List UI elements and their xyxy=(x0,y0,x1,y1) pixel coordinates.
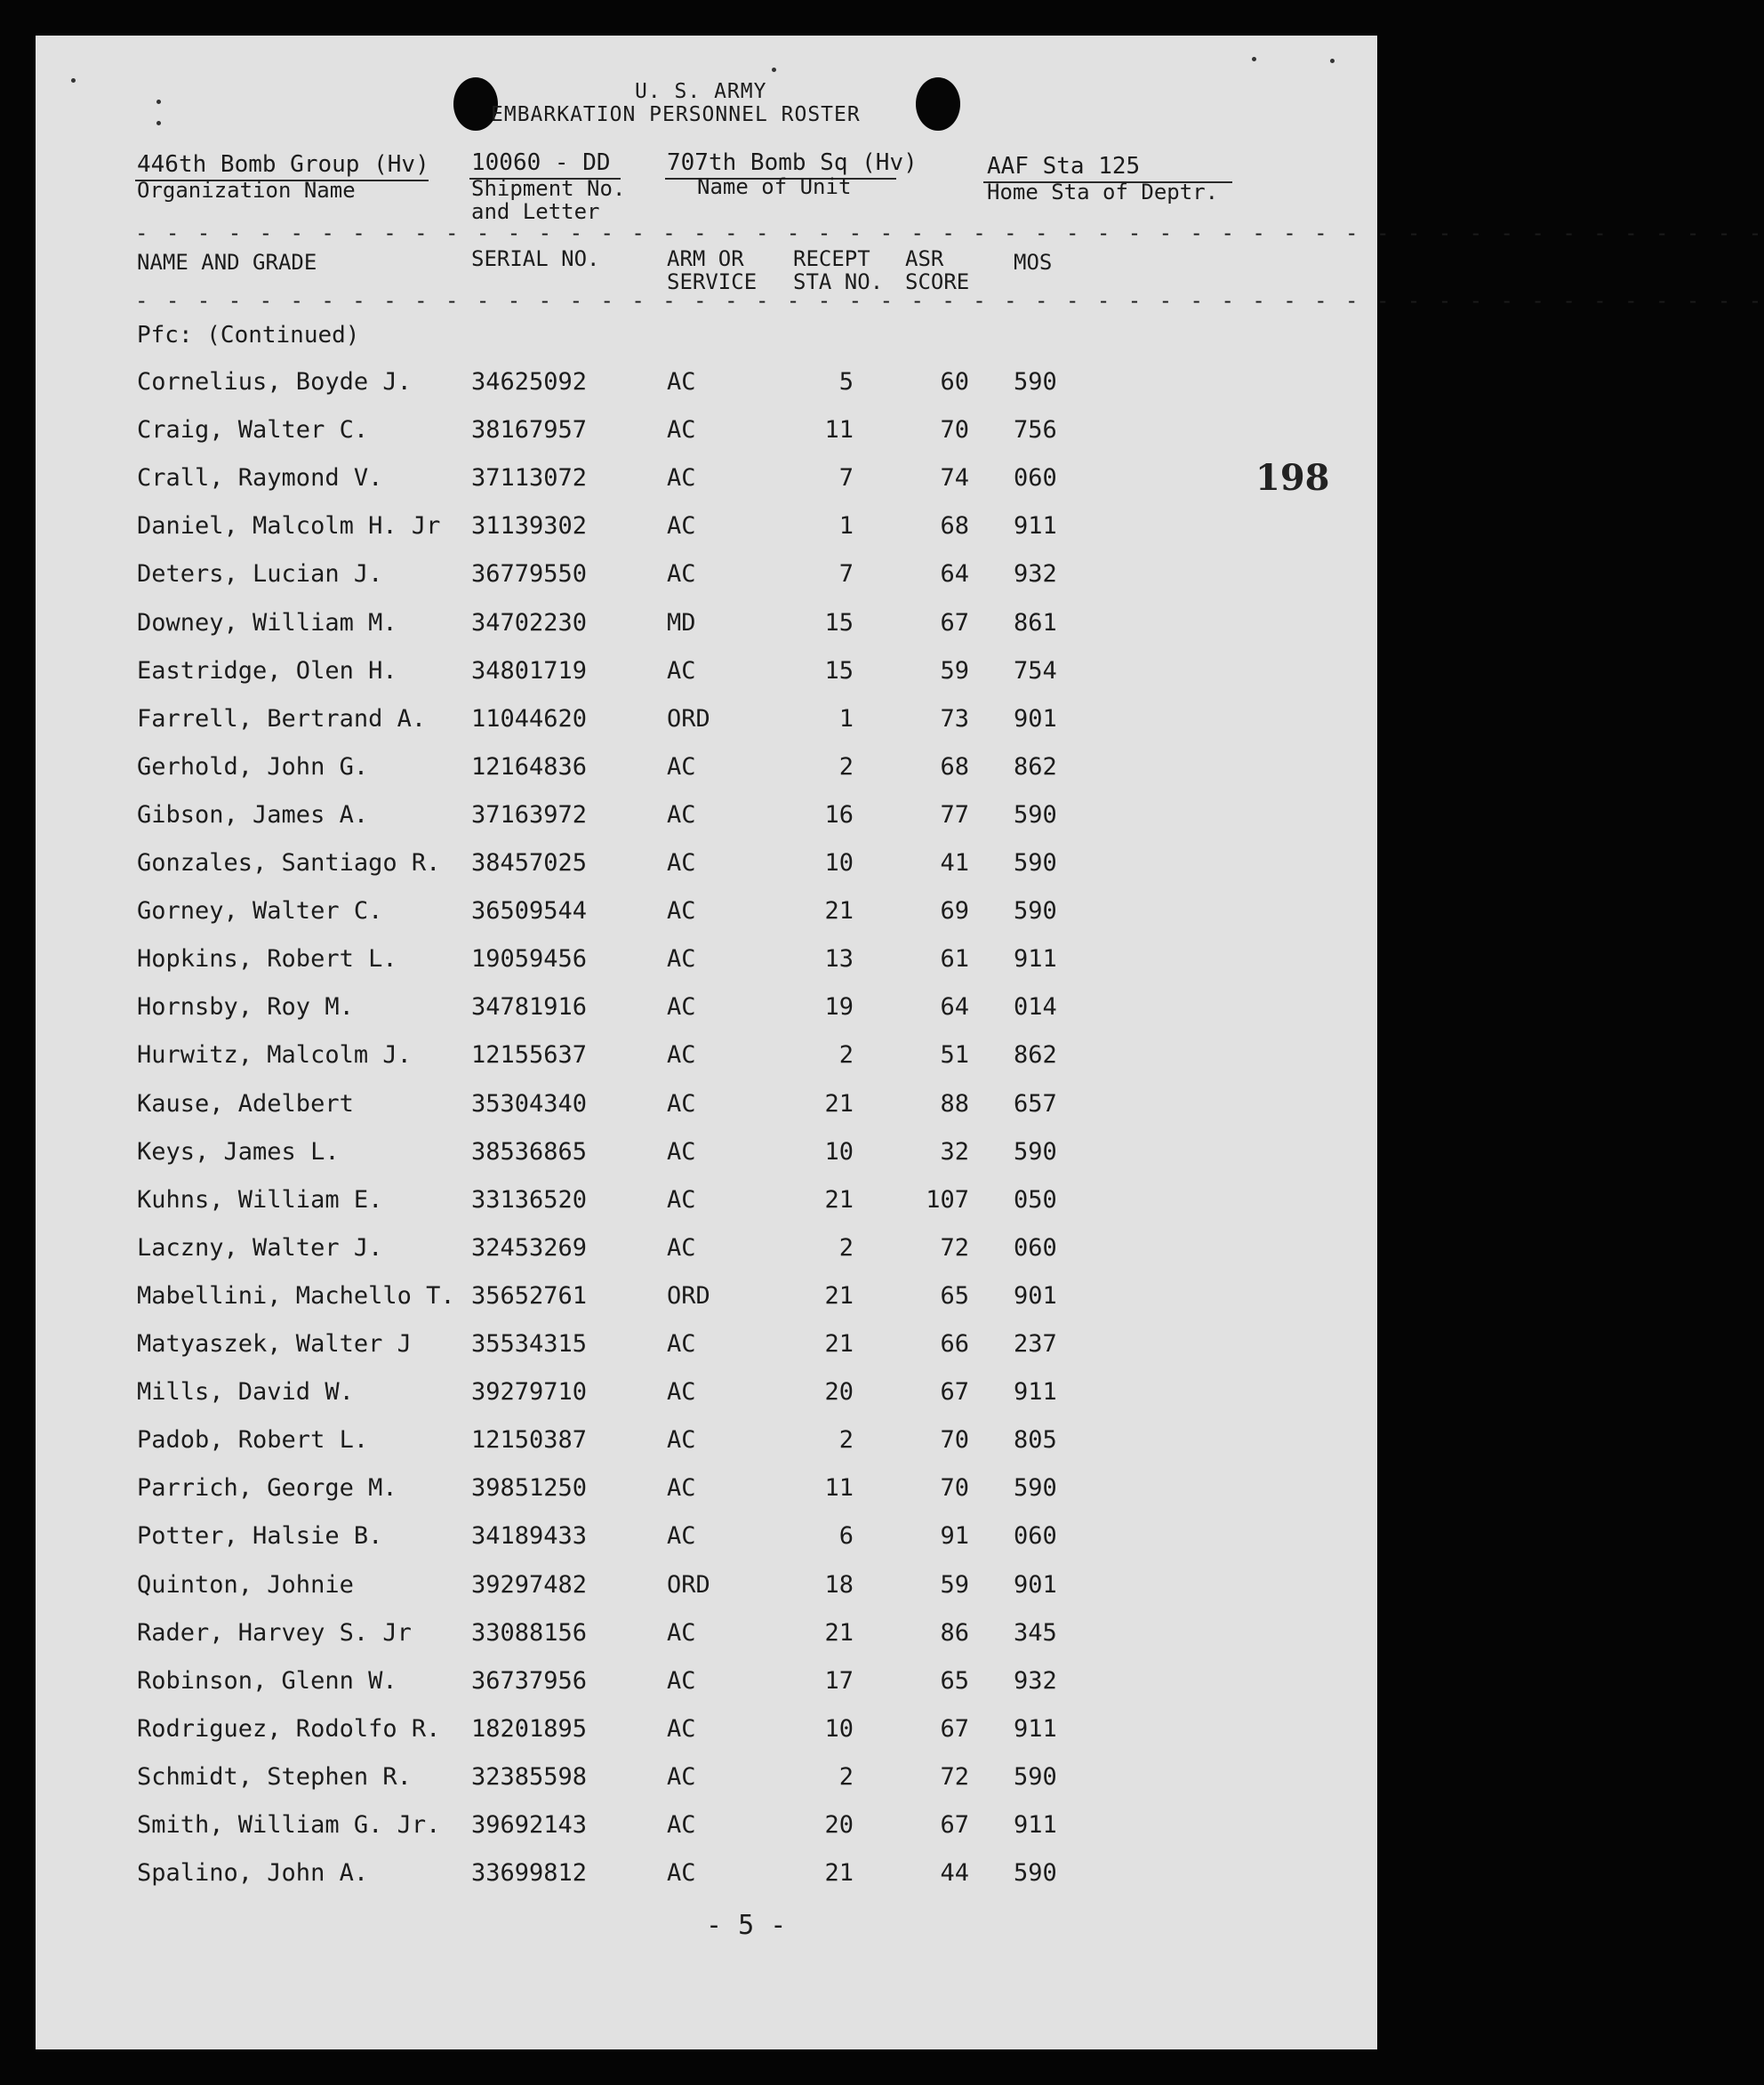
roster-mos: 901 xyxy=(1014,705,1057,733)
roster-serial-number: 12150387 xyxy=(471,1426,588,1454)
roster-name: Daniel, Malcolm H. Jr xyxy=(137,512,441,540)
roster-serial-number: 36779550 xyxy=(471,560,588,588)
roster-arm-service: AC xyxy=(667,1763,696,1791)
roster-mos: 805 xyxy=(1014,1426,1057,1454)
roster-asr-score: 41 xyxy=(940,849,969,877)
punch-hole-right xyxy=(916,77,960,131)
roster-recept-station: 15 xyxy=(824,657,854,685)
speck xyxy=(772,68,776,72)
column-header-asr: ASR xyxy=(905,246,944,271)
roster-recept-station: 21 xyxy=(824,1330,854,1358)
roster-asr-score: 72 xyxy=(940,1763,969,1791)
roster-asr-score: 72 xyxy=(940,1234,969,1262)
roster-serial-number: 34801719 xyxy=(471,657,588,685)
roster-serial-number: 18201895 xyxy=(471,1715,588,1743)
roster-mos: 590 xyxy=(1014,897,1057,925)
roster-arm-service: AC xyxy=(667,1090,696,1118)
home-station-value: AAF Sta 125 xyxy=(987,153,1141,180)
roster-asr-score: 51 xyxy=(940,1041,969,1069)
roster-name: Padob, Robert L. xyxy=(137,1426,369,1454)
roster-mos: 911 xyxy=(1014,512,1057,540)
roster-name: Hurwitz, Malcolm J. xyxy=(137,1041,412,1069)
table-row xyxy=(36,512,1377,548)
shipment-letter-label: and Letter xyxy=(471,199,600,224)
form-title-line2: EMBARKATION PERSONNEL ROSTER xyxy=(491,103,861,126)
table-row xyxy=(36,993,1377,1029)
roster-recept-station: 17 xyxy=(824,1667,854,1695)
roster-arm-service: AC xyxy=(667,1138,696,1166)
roster-serial-number: 35534315 xyxy=(471,1330,588,1358)
roster-name: Mabellini, Machello T. xyxy=(137,1282,455,1310)
roster-serial-number: 36509544 xyxy=(471,897,588,925)
roster-recept-station: 2 xyxy=(838,1763,854,1791)
roster-asr-score: 70 xyxy=(940,1474,969,1502)
roster-name: Kause, Adelbert xyxy=(137,1090,354,1118)
roster-arm-service: AC xyxy=(667,1522,696,1550)
roster-name: Smith, William G. Jr. xyxy=(137,1811,441,1839)
roster-recept-station: 7 xyxy=(838,560,854,588)
stamped-page-number: 198 xyxy=(1255,457,1330,499)
roster-name: Farrell, Bertrand A. xyxy=(137,705,427,733)
table-row xyxy=(36,1330,1377,1366)
roster-asr-score: 77 xyxy=(940,801,969,829)
roster-asr-score: 61 xyxy=(940,945,969,973)
column-header-serial: SERIAL NO. xyxy=(471,246,600,271)
table-row xyxy=(36,945,1377,981)
roster-arm-service: AC xyxy=(667,801,696,829)
roster-mos: 060 xyxy=(1014,1234,1057,1262)
roster-name: Parrich, George M. xyxy=(137,1474,397,1502)
roster-serial-number: 38457025 xyxy=(471,849,588,877)
roster-name: Downey, William M. xyxy=(137,609,397,637)
roster-mos: 911 xyxy=(1014,1715,1057,1743)
roster-name: Potter, Halsie B. xyxy=(137,1522,383,1550)
roster-serial-number: 33088156 xyxy=(471,1619,588,1647)
roster-name: Gorney, Walter C. xyxy=(137,897,383,925)
table-row xyxy=(36,1186,1377,1222)
roster-recept-station: 18 xyxy=(824,1571,854,1599)
speck xyxy=(1252,57,1256,61)
roster-asr-score: 73 xyxy=(940,705,969,733)
roster-asr-score: 67 xyxy=(940,1378,969,1406)
roster-mos: 590 xyxy=(1014,849,1057,877)
roster-recept-station: 21 xyxy=(824,1859,854,1887)
roster-serial-number: 19059456 xyxy=(471,945,588,973)
table-row xyxy=(36,1282,1377,1318)
table-row xyxy=(36,1378,1377,1414)
roster-recept-station: 21 xyxy=(824,1090,854,1118)
roster-arm-service: AC xyxy=(667,1186,696,1214)
speck xyxy=(156,121,161,125)
roster-name: Schmidt, Stephen R. xyxy=(137,1763,412,1791)
table-row xyxy=(36,416,1377,452)
roster-serial-number: 35304340 xyxy=(471,1090,588,1118)
roster-recept-station: 10 xyxy=(824,1138,854,1166)
form-title-line1: U. S. ARMY xyxy=(635,80,767,103)
roster-mos: 590 xyxy=(1014,1138,1057,1166)
roster-asr-score: 91 xyxy=(940,1522,969,1550)
table-row xyxy=(36,1090,1377,1126)
roster-asr-score: 44 xyxy=(940,1859,969,1887)
roster-asr-score: 68 xyxy=(940,512,969,540)
roster-asr-score: 59 xyxy=(940,1571,969,1599)
table-row xyxy=(36,1138,1377,1174)
page-number: - 5 - xyxy=(706,1910,787,1941)
roster-name: Deters, Lucian J. xyxy=(137,560,383,588)
organization-name-label: Organization Name xyxy=(137,178,356,203)
roster-asr-score: 59 xyxy=(940,657,969,685)
roster-asr-score: 67 xyxy=(940,1811,969,1839)
roster-arm-service: ORD xyxy=(667,1282,710,1310)
roster-serial-number: 12155637 xyxy=(471,1041,588,1069)
roster-serial-number: 39692143 xyxy=(471,1811,588,1839)
roster-recept-station: 6 xyxy=(838,1522,854,1550)
roster-name: Craig, Walter C. xyxy=(137,416,369,444)
column-header-service: SERVICE xyxy=(667,269,758,294)
roster-asr-score: 64 xyxy=(940,560,969,588)
roster-serial-number: 39851250 xyxy=(471,1474,588,1502)
roster-asr-score: 64 xyxy=(940,993,969,1021)
roster-mos: 756 xyxy=(1014,416,1057,444)
roster-mos: 911 xyxy=(1014,1811,1057,1839)
roster-name: Rodriguez, Rodolfo R. xyxy=(137,1715,441,1743)
grade-section-label: Pfc: (Continued) xyxy=(137,322,360,349)
roster-asr-score: 86 xyxy=(940,1619,969,1647)
roster-recept-station: 16 xyxy=(824,801,854,829)
roster-serial-number: 34702230 xyxy=(471,609,588,637)
roster-recept-station: 5 xyxy=(838,368,854,396)
roster-name: Hopkins, Robert L. xyxy=(137,945,397,973)
roster-asr-score: 68 xyxy=(940,753,969,781)
roster-serial-number: 33699812 xyxy=(471,1859,588,1887)
roster-serial-number: 37113072 xyxy=(471,464,588,492)
column-header-arm: ARM OR xyxy=(667,246,744,271)
roster-recept-station: 10 xyxy=(824,1715,854,1743)
roster-name: Robinson, Glenn W. xyxy=(137,1667,397,1695)
roster-recept-station: 11 xyxy=(824,1474,854,1502)
roster-name: Gonzales, Santiago R. xyxy=(137,849,441,877)
dashed-separator-bottom: - - - - - - - - - - - - - - - - - - - - - - - - - - - - - - - - - - - - - - - - - - - - - - - - - - - - - xyxy=(135,288,1764,313)
roster-name: Eastridge, Olen H. xyxy=(137,657,397,685)
roster-name: Kuhns, William E. xyxy=(137,1186,383,1214)
table-row xyxy=(36,849,1377,885)
roster-asr-score: 107 xyxy=(926,1186,969,1214)
roster-recept-station: 15 xyxy=(824,609,854,637)
shipment-number-value: 10060 - DD xyxy=(471,149,611,176)
roster-arm-service: AC xyxy=(667,657,696,685)
roster-page xyxy=(36,36,1764,2049)
table-row xyxy=(36,1234,1377,1270)
roster-serial-number: 34625092 xyxy=(471,368,588,396)
roster-asr-score: 70 xyxy=(940,1426,969,1454)
roster-serial-number: 31139302 xyxy=(471,512,588,540)
roster-mos: 862 xyxy=(1014,753,1057,781)
table-row xyxy=(36,1859,1377,1895)
speck xyxy=(156,100,161,104)
organization-name-value: 446th Bomb Group (Hv) xyxy=(137,151,429,178)
roster-name: Keys, James L. xyxy=(137,1138,340,1166)
roster-recept-station: 13 xyxy=(824,945,854,973)
table-row xyxy=(36,1811,1377,1847)
table-row xyxy=(36,1715,1377,1751)
roster-recept-station: 2 xyxy=(838,1041,854,1069)
roster-arm-service: ORD xyxy=(667,1571,710,1599)
table-row xyxy=(36,1619,1377,1655)
roster-serial-number: 37163972 xyxy=(471,801,588,829)
roster-arm-service: AC xyxy=(667,512,696,540)
table-row xyxy=(36,560,1377,596)
roster-mos: 932 xyxy=(1014,560,1057,588)
roster-mos: 657 xyxy=(1014,1090,1057,1118)
roster-recept-station: 1 xyxy=(838,705,854,733)
roster-asr-score: 65 xyxy=(940,1667,969,1695)
roster-mos: 237 xyxy=(1014,1330,1057,1358)
roster-name: Hornsby, Roy M. xyxy=(137,993,354,1021)
roster-arm-service: AC xyxy=(667,1715,696,1743)
table-row xyxy=(36,657,1377,693)
roster-asr-score: 88 xyxy=(940,1090,969,1118)
roster-arm-service: AC xyxy=(667,464,696,492)
table-row xyxy=(36,705,1377,741)
roster-recept-station: 10 xyxy=(824,849,854,877)
table-row xyxy=(36,1763,1377,1799)
speck xyxy=(71,78,76,83)
roster-serial-number: 11044620 xyxy=(471,705,588,733)
roster-asr-score: 67 xyxy=(940,609,969,637)
roster-arm-service: ORD xyxy=(667,705,710,733)
roster-mos: 050 xyxy=(1014,1186,1057,1214)
roster-arm-service: AC xyxy=(667,849,696,877)
roster-arm-service: AC xyxy=(667,1667,696,1695)
table-row xyxy=(36,464,1377,500)
roster-recept-station: 11 xyxy=(824,416,854,444)
table-row xyxy=(36,609,1377,645)
roster-serial-number: 34781916 xyxy=(471,993,588,1021)
roster-mos: 911 xyxy=(1014,945,1057,973)
roster-recept-station: 19 xyxy=(824,993,854,1021)
roster-asr-score: 70 xyxy=(940,416,969,444)
roster-arm-service: AC xyxy=(667,897,696,925)
roster-arm-service: AC xyxy=(667,368,696,396)
roster-recept-station: 21 xyxy=(824,1282,854,1310)
roster-asr-score: 69 xyxy=(940,897,969,925)
roster-name: Spalino, John A. xyxy=(137,1859,369,1887)
roster-name: Mills, David W. xyxy=(137,1378,354,1406)
roster-serial-number: 12164836 xyxy=(471,753,588,781)
column-header-recept: RECEPT xyxy=(793,246,870,271)
table-row xyxy=(36,753,1377,789)
table-row xyxy=(36,1041,1377,1077)
roster-serial-number: 32453269 xyxy=(471,1234,588,1262)
roster-recept-station: 21 xyxy=(824,1186,854,1214)
roster-name: Cornelius, Boyde J. xyxy=(137,368,412,396)
roster-serial-number: 35652761 xyxy=(471,1282,588,1310)
roster-mos: 862 xyxy=(1014,1041,1057,1069)
roster-mos: 861 xyxy=(1014,609,1057,637)
roster-mos: 754 xyxy=(1014,657,1057,685)
roster-serial-number: 38167957 xyxy=(471,416,588,444)
roster-recept-station: 21 xyxy=(824,897,854,925)
roster-arm-service: MD xyxy=(667,609,696,637)
roster-mos: 345 xyxy=(1014,1619,1057,1647)
roster-arm-service: AC xyxy=(667,1330,696,1358)
roster-arm-service: AC xyxy=(667,1619,696,1647)
roster-mos: 590 xyxy=(1014,1763,1057,1791)
home-station-label: Home Sta of Deptr. xyxy=(987,180,1219,204)
table-row xyxy=(36,1571,1377,1607)
roster-arm-service: AC xyxy=(667,416,696,444)
column-header-sta-no: STA NO. xyxy=(793,269,884,294)
table-row xyxy=(36,1426,1377,1462)
speck xyxy=(1330,59,1335,63)
roster-asr-score: 67 xyxy=(940,1715,969,1743)
roster-arm-service: AC xyxy=(667,1041,696,1069)
column-header-name: NAME AND GRADE xyxy=(137,250,317,275)
roster-name: Matyaszek, Walter J xyxy=(137,1330,412,1358)
roster-asr-score: 60 xyxy=(940,368,969,396)
roster-mos: 014 xyxy=(1014,993,1057,1021)
roster-arm-service: AC xyxy=(667,993,696,1021)
shipment-number-label: Shipment No. xyxy=(471,176,626,201)
roster-name: Crall, Raymond V. xyxy=(137,464,383,492)
roster-arm-service: AC xyxy=(667,1474,696,1502)
roster-recept-station: 7 xyxy=(838,464,854,492)
roster-mos: 060 xyxy=(1014,464,1057,492)
roster-serial-number: 39279710 xyxy=(471,1378,588,1406)
roster-name: Gibson, James A. xyxy=(137,801,369,829)
table-row xyxy=(36,1474,1377,1510)
roster-mos: 911 xyxy=(1014,1378,1057,1406)
roster-serial-number: 38536865 xyxy=(471,1138,588,1166)
roster-serial-number: 32385598 xyxy=(471,1763,588,1791)
roster-name: Laczny, Walter J. xyxy=(137,1234,383,1262)
roster-mos: 590 xyxy=(1014,1474,1057,1502)
column-header-mos: MOS xyxy=(1014,250,1053,275)
roster-mos: 901 xyxy=(1014,1282,1057,1310)
roster-name: Rader, Harvey S. Jr xyxy=(137,1619,412,1647)
roster-mos: 590 xyxy=(1014,801,1057,829)
roster-recept-station: 2 xyxy=(838,1426,854,1454)
unit-name-value: 707th Bomb Sq (Hv) xyxy=(667,149,918,176)
roster-mos: 590 xyxy=(1014,368,1057,396)
roster-serial-number: 34189433 xyxy=(471,1522,588,1550)
roster-asr-score: 65 xyxy=(940,1282,969,1310)
roster-mos: 060 xyxy=(1014,1522,1057,1550)
table-row xyxy=(36,801,1377,837)
roster-arm-service: AC xyxy=(667,1811,696,1839)
table-row xyxy=(36,368,1377,404)
table-row xyxy=(36,1522,1377,1558)
roster-recept-station: 2 xyxy=(838,1234,854,1262)
roster-asr-score: 74 xyxy=(940,464,969,492)
roster-recept-station: 20 xyxy=(824,1378,854,1406)
roster-arm-service: AC xyxy=(667,560,696,588)
roster-arm-service: AC xyxy=(667,1859,696,1887)
roster-name: Quinton, Johnie xyxy=(137,1571,354,1599)
dashed-separator-top: - - - - - - - - - - - - - - - - - - - - - - - - - - - - - - - - - - - - - - - - - - - - - - - - - - - - - xyxy=(135,221,1764,245)
roster-mos: 932 xyxy=(1014,1667,1057,1695)
roster-recept-station: 20 xyxy=(824,1811,854,1839)
roster-serial-number: 39297482 xyxy=(471,1571,588,1599)
unit-name-label: Name of Unit xyxy=(697,174,852,199)
roster-arm-service: AC xyxy=(667,1378,696,1406)
roster-mos: 901 xyxy=(1014,1571,1057,1599)
roster-arm-service: AC xyxy=(667,1426,696,1454)
roster-serial-number: 33136520 xyxy=(471,1186,588,1214)
roster-arm-service: AC xyxy=(667,945,696,973)
table-row xyxy=(36,1667,1377,1703)
roster-recept-station: 2 xyxy=(838,753,854,781)
roster-mos: 590 xyxy=(1014,1859,1057,1887)
roster-arm-service: AC xyxy=(667,753,696,781)
roster-asr-score: 66 xyxy=(940,1330,969,1358)
roster-recept-station: 21 xyxy=(824,1619,854,1647)
roster-recept-station: 1 xyxy=(838,512,854,540)
roster-asr-score: 32 xyxy=(940,1138,969,1166)
roster-serial-number: 36737956 xyxy=(471,1667,588,1695)
roster-name: Gerhold, John G. xyxy=(137,753,369,781)
table-row xyxy=(36,897,1377,933)
column-header-score: SCORE xyxy=(905,269,970,294)
roster-arm-service: AC xyxy=(667,1234,696,1262)
